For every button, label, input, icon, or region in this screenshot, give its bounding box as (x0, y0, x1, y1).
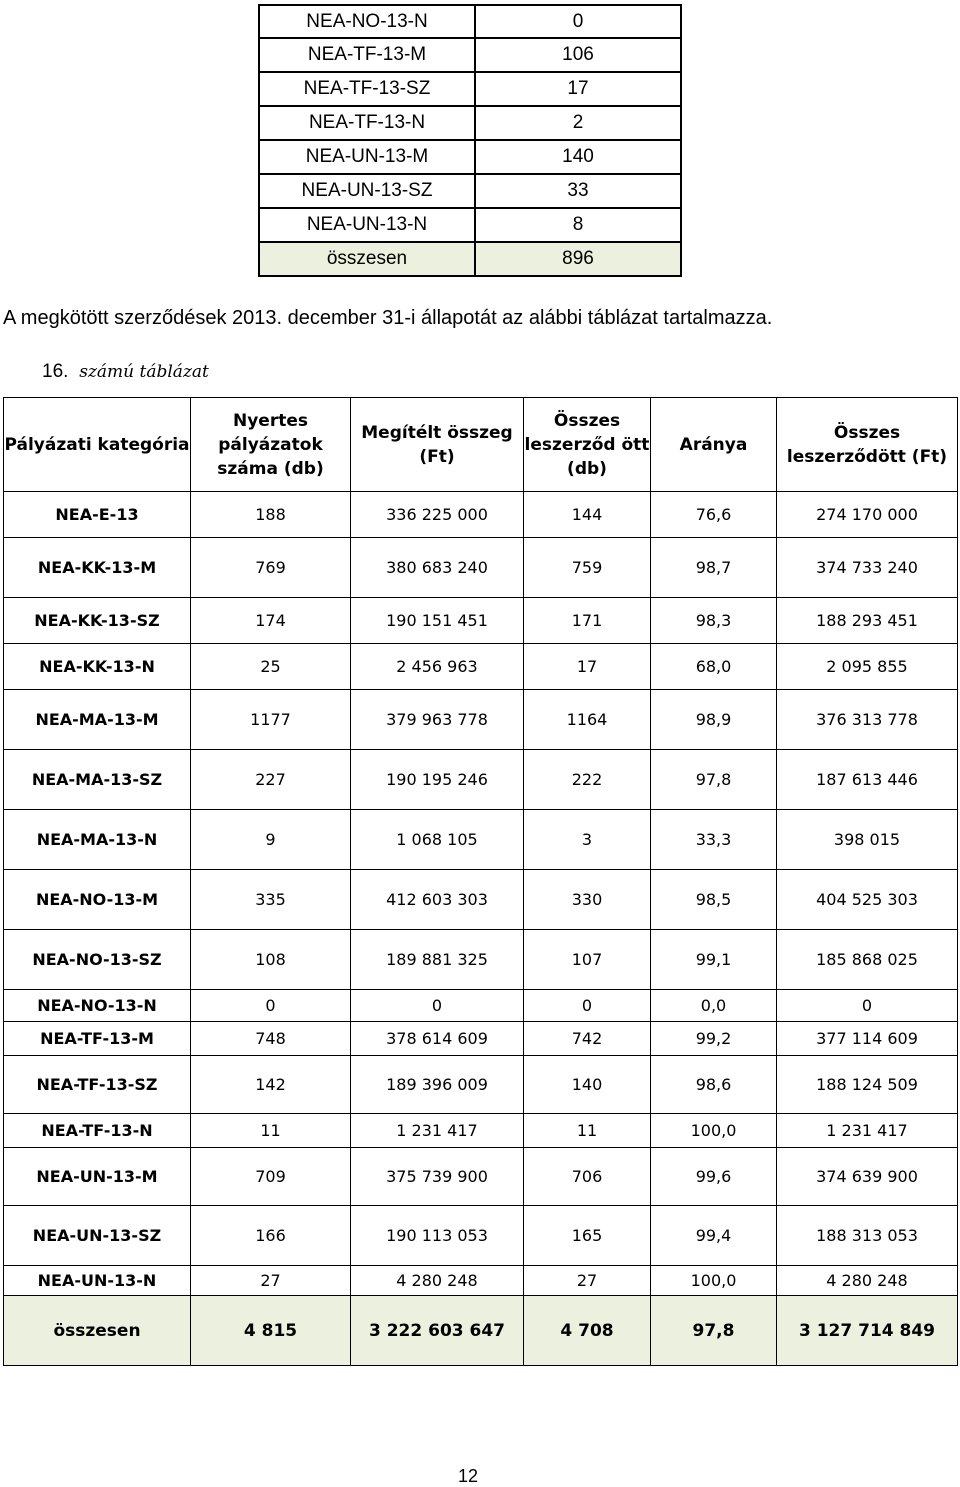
count-cell: 106 (475, 38, 681, 72)
value-cell: 330 (524, 870, 651, 930)
value-cell: 27 (524, 1266, 651, 1296)
value-cell: 144 (524, 492, 651, 538)
column-header: Pályázati kategória (4, 398, 191, 492)
value-cell: 108 (191, 930, 351, 990)
value-cell: 99,4 (651, 1206, 777, 1266)
value-cell: 27 (191, 1266, 351, 1296)
table-row (4, 492, 958, 538)
value-cell: 1164 (524, 690, 651, 750)
value-cell: 17 (524, 644, 651, 690)
value-cell: 377 114 609 (777, 1022, 958, 1056)
category-cell: NEA-TF-13-M (259, 38, 475, 72)
value-cell: 174 (191, 598, 351, 644)
total-value-cell: 3 222 603 647 (351, 1296, 524, 1366)
table-row (4, 810, 958, 870)
value-cell: 165 (524, 1206, 651, 1266)
value-cell: 0 (777, 990, 958, 1022)
value-cell: 188 293 451 (777, 598, 958, 644)
value-cell: 222 (524, 750, 651, 810)
value-cell: 190 195 246 (351, 750, 524, 810)
value-cell: 107 (524, 930, 651, 990)
summary-count-table (258, 4, 682, 277)
table-row (4, 1266, 958, 1296)
value-cell: 336 225 000 (351, 492, 524, 538)
total-label-cell: összesen (4, 1296, 191, 1366)
table-row (4, 1206, 958, 1266)
column-header: Megítélt összeg (Ft) (351, 398, 524, 492)
value-cell: 742 (524, 1022, 651, 1056)
value-cell: 188 124 509 (777, 1056, 958, 1114)
category-cell: NEA-KK-13-M (4, 538, 191, 598)
category-cell: NEA-TF-13-SZ (4, 1056, 191, 1114)
value-cell: 187 613 446 (777, 750, 958, 810)
category-cell: NEA-UN-13-SZ (4, 1206, 191, 1266)
table-row (259, 140, 681, 174)
value-cell: 171 (524, 598, 651, 644)
count-cell: 17 (475, 72, 681, 106)
value-cell: 4 280 248 (777, 1266, 958, 1296)
value-cell: 11 (524, 1114, 651, 1148)
value-cell: 227 (191, 750, 351, 810)
value-cell: 25 (191, 644, 351, 690)
total-row (259, 242, 681, 276)
table-row (4, 690, 958, 750)
value-cell: 4 280 248 (351, 1266, 524, 1296)
value-cell: 99,2 (651, 1022, 777, 1056)
category-cell: NEA-MA-13-M (4, 690, 191, 750)
table-caption (42, 361, 209, 383)
table-row (4, 598, 958, 644)
category-cell: NEA-TF-13-N (4, 1114, 191, 1148)
count-cell: 8 (475, 208, 681, 242)
total-count-cell: 896 (475, 242, 681, 276)
value-cell: 378 614 609 (351, 1022, 524, 1056)
value-cell: 376 313 778 (777, 690, 958, 750)
column-header: Összes leszerződött (Ft) (777, 398, 958, 492)
page-number: 12 (458, 1466, 479, 1486)
column-header: Aránya (651, 398, 777, 492)
value-cell: 2 095 855 (777, 644, 958, 690)
category-cell: NEA-TF-13-N (259, 106, 475, 140)
count-cell: 0 (475, 5, 681, 38)
table-row (259, 174, 681, 208)
value-cell: 97,8 (651, 750, 777, 810)
value-cell: 374 639 900 (777, 1148, 958, 1206)
value-cell: 375 739 900 (351, 1148, 524, 1206)
value-cell: 274 170 000 (777, 492, 958, 538)
category-cell: NEA-MA-13-SZ (4, 750, 191, 810)
value-cell: 166 (191, 1206, 351, 1266)
intro-paragraph: A megkötött szerződések 2013. december 31-i állapotát az alábbi táblázat tartalmazza. (3, 307, 773, 329)
category-cell: NEA-UN-13-N (4, 1266, 191, 1296)
value-cell: 33,3 (651, 810, 777, 870)
value-cell: 380 683 240 (351, 538, 524, 598)
table-row (259, 106, 681, 140)
category-cell: NEA-NO-13-N (259, 5, 475, 38)
total-row (4, 1296, 958, 1366)
table-row (4, 644, 958, 690)
value-cell: 188 313 053 (777, 1206, 958, 1266)
total-value-cell: 3 127 714 849 (777, 1296, 958, 1366)
table-row (4, 930, 958, 990)
total-value-cell: 97,8 (651, 1296, 777, 1366)
value-cell: 188 (191, 492, 351, 538)
table-row (4, 990, 958, 1022)
category-cell: NEA-UN-13-SZ (259, 174, 475, 208)
count-cell: 140 (475, 140, 681, 174)
table-row (4, 750, 958, 810)
total-label-cell: összesen (259, 242, 475, 276)
table-row (4, 1022, 958, 1056)
value-cell: 98,7 (651, 538, 777, 598)
value-cell: 100,0 (651, 1114, 777, 1148)
value-cell: 379 963 778 (351, 690, 524, 750)
value-cell: 99,1 (651, 930, 777, 990)
value-cell: 189 881 325 (351, 930, 524, 990)
value-cell: 98,5 (651, 870, 777, 930)
value-cell: 706 (524, 1148, 651, 1206)
total-value-cell: 4 708 (524, 1296, 651, 1366)
category-cell: NEA-E-13 (4, 492, 191, 538)
column-header: Nyertes pályázatok száma (db) (191, 398, 351, 492)
column-header: Összes leszerződ ött (db) (524, 398, 651, 492)
table-row (259, 208, 681, 242)
category-cell: NEA-KK-13-SZ (4, 598, 191, 644)
value-cell: 142 (191, 1056, 351, 1114)
value-cell: 100,0 (651, 1266, 777, 1296)
value-cell: 76,6 (651, 492, 777, 538)
value-cell: 709 (191, 1148, 351, 1206)
value-cell: 11 (191, 1114, 351, 1148)
value-cell: 189 396 009 (351, 1056, 524, 1114)
value-cell: 398 015 (777, 810, 958, 870)
category-cell: NEA-TF-13-SZ (259, 72, 475, 106)
value-cell: 190 151 451 (351, 598, 524, 644)
value-cell: 1 231 417 (777, 1114, 958, 1148)
table-row (259, 72, 681, 106)
table-row (259, 5, 681, 38)
value-cell: 9 (191, 810, 351, 870)
value-cell: 1 231 417 (351, 1114, 524, 1148)
value-cell: 190 113 053 (351, 1206, 524, 1266)
value-cell: 1 068 105 (351, 810, 524, 870)
category-cell: NEA-UN-13-M (4, 1148, 191, 1206)
value-cell: 769 (191, 538, 351, 598)
caption-number: 16. (42, 361, 69, 382)
caption-text: számú táblázat (79, 362, 209, 382)
category-cell: NEA-UN-13-M (259, 140, 475, 174)
category-cell: NEA-MA-13-N (4, 810, 191, 870)
category-cell: NEA-KK-13-N (4, 644, 191, 690)
count-cell: 33 (475, 174, 681, 208)
total-value-cell: 4 815 (191, 1296, 351, 1366)
value-cell: 98,6 (651, 1056, 777, 1114)
value-cell: 0 (191, 990, 351, 1022)
table-row (4, 1114, 958, 1148)
category-cell: NEA-UN-13-N (259, 208, 475, 242)
value-cell: 185 868 025 (777, 930, 958, 990)
value-cell: 140 (524, 1056, 651, 1114)
value-cell: 748 (191, 1022, 351, 1056)
count-cell: 2 (475, 106, 681, 140)
value-cell: 1177 (191, 690, 351, 750)
category-cell: NEA-NO-13-M (4, 870, 191, 930)
category-cell: NEA-NO-13-N (4, 990, 191, 1022)
contracts-table (3, 397, 958, 1366)
value-cell: 0 (351, 990, 524, 1022)
table-row (4, 870, 958, 930)
value-cell: 0 (524, 990, 651, 1022)
value-cell: 99,6 (651, 1148, 777, 1206)
value-cell: 68,0 (651, 644, 777, 690)
value-cell: 404 525 303 (777, 870, 958, 930)
table-row (4, 538, 958, 598)
value-cell: 98,3 (651, 598, 777, 644)
table-row (259, 38, 681, 72)
value-cell: 98,9 (651, 690, 777, 750)
value-cell: 335 (191, 870, 351, 930)
category-cell: NEA-TF-13-M (4, 1022, 191, 1056)
value-cell: 3 (524, 810, 651, 870)
table-row (4, 1148, 958, 1206)
category-cell: NEA-NO-13-SZ (4, 930, 191, 990)
value-cell: 374 733 240 (777, 538, 958, 598)
value-cell: 2 456 963 (351, 644, 524, 690)
table-row (4, 1056, 958, 1114)
value-cell: 0,0 (651, 990, 777, 1022)
value-cell: 759 (524, 538, 651, 598)
value-cell: 412 603 303 (351, 870, 524, 930)
